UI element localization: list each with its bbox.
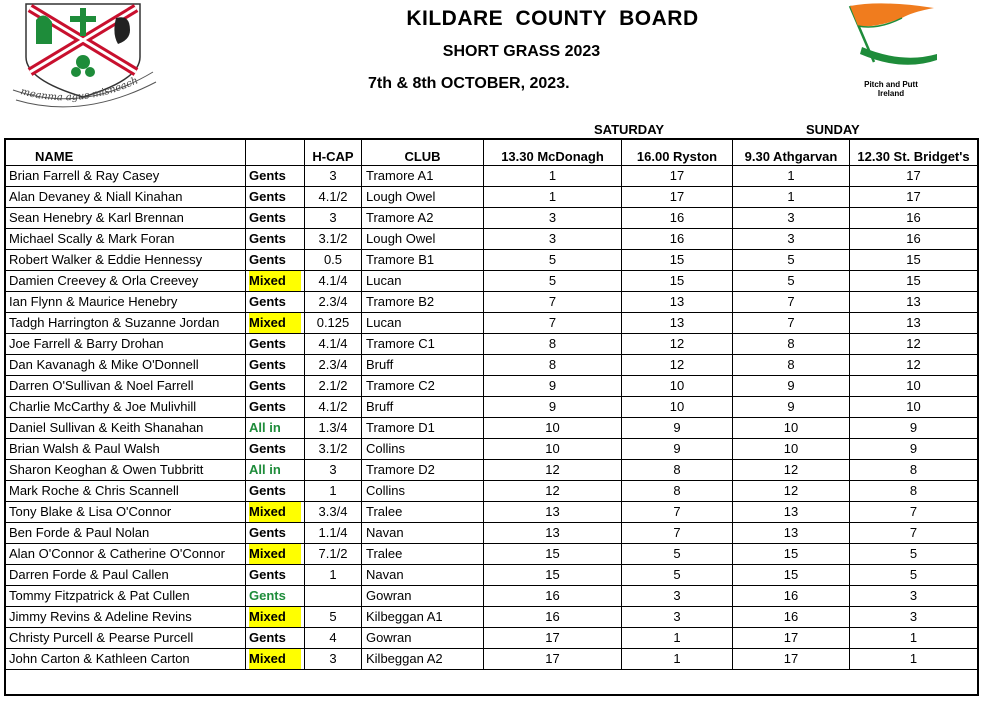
sun-1230-hole: 10 [850,376,978,397]
club-name: Tramore C2 [362,376,484,397]
sun-0930-hole: 3 [733,229,850,250]
table-row [5,628,978,649]
sat-1600-hole: 3 [622,586,733,607]
sat-1330-hole: 17 [484,628,622,649]
sun-1230-hole: 3 [850,607,978,628]
crest-motto: meanma agus misneach [19,75,140,104]
pair-name: Damien Creevey & Orla Creevey [5,271,246,292]
draw-table [4,140,978,670]
sat-1600-hole: 7 [622,523,733,544]
category-cell [246,250,305,271]
sat-1600-hole: 15 [622,250,733,271]
logo-text-line2: Ireland [877,89,905,98]
handicap-value: 3.3/4 [305,502,362,523]
club-name: Lough Owel [362,187,484,208]
sat-1600-hole: 1 [622,649,733,670]
pair-name: Alan Devaney & Niall Kinahan [5,187,246,208]
sun-1230-hole: 17 [850,187,978,208]
sun-0930-hole: 17 [733,628,850,649]
table-row [5,166,978,187]
col-header-sun-0930: 9.30 Athgarvan [733,140,850,166]
col-header-club: CLUB [362,140,484,166]
pair-name: Christy Purcell & Pearse Purcell [5,628,246,649]
sat-1600-hole: 16 [622,229,733,250]
club-name: Tramore A2 [362,208,484,229]
sun-0930-hole: 16 [733,607,850,628]
sun-0930-hole: 15 [733,544,850,565]
sat-1600-hole: 17 [622,187,733,208]
handicap-value: 3 [305,460,362,481]
sun-0930-hole: 1 [733,187,850,208]
category-badge: Gents [249,378,286,393]
category-badge: Mixed [249,502,301,522]
sat-1330-hole: 3 [484,208,622,229]
category-badge: Gents [249,630,286,645]
club-name: Tramore B1 [362,250,484,271]
category-badge: Mixed [249,313,301,333]
sat-1330-hole: 8 [484,334,622,355]
sat-1330-hole: 1 [484,166,622,187]
club-name: Tramore B2 [362,292,484,313]
handicap-value: 1.1/4 [305,523,362,544]
category-badge: Gents [249,567,286,582]
sat-1600-hole: 5 [622,544,733,565]
sun-0930-hole: 9 [733,397,850,418]
sun-0930-hole: 5 [733,250,850,271]
handicap-value: 2.1/2 [305,376,362,397]
sat-1330-hole: 16 [484,607,622,628]
table-row [5,502,978,523]
sat-1600-hole: 17 [622,166,733,187]
page-subtitle: SHORT GRASS 2023 [442,43,601,60]
sun-1230-hole: 13 [850,292,978,313]
sat-1330-hole: 1 [484,187,622,208]
sun-0930-hole: 8 [733,334,850,355]
table-row [5,607,978,628]
category-cell [246,334,305,355]
pair-name: Dan Kavanagh & Mike O'Donnell [5,355,246,376]
club-name: Lucan [362,271,484,292]
handicap-value: 3 [305,208,362,229]
table-row [5,376,978,397]
table-row [5,208,978,229]
col-header-sat-1600: 16.00 Ryston [622,140,733,166]
category-badge: Mixed [249,649,301,669]
category-cell [246,607,305,628]
col-header-hcap: H-CAP [305,140,362,166]
sat-1330-hole: 5 [484,250,622,271]
category-badge: Gents [249,441,286,456]
club-name: Collins [362,481,484,502]
sun-1230-hole: 1 [850,628,978,649]
table-row [5,250,978,271]
pair-name: Ian Flynn & Maurice Henebry [5,292,246,313]
sun-0930-hole: 13 [733,523,850,544]
pair-name: Brian Walsh & Paul Walsh [5,439,246,460]
sat-1600-hole: 12 [622,355,733,376]
category-badge: Gents [249,399,286,414]
table-row [5,523,978,544]
saturday-label: SATURDAY [594,122,665,137]
pair-name: Tommy Fitzpatrick & Pat Cullen [5,586,246,607]
category-badge: Gents [249,189,286,204]
sat-1330-hole: 7 [484,292,622,313]
sun-0930-hole: 10 [733,439,850,460]
handicap-value: 1 [305,565,362,586]
pair-name: Charlie McCarthy & Joe Mulivhill [5,397,246,418]
club-name: Navan [362,523,484,544]
sat-1600-hole: 8 [622,460,733,481]
sun-1230-hole: 5 [850,565,978,586]
col-header-name: NAME [5,140,246,166]
sat-1330-hole: 9 [484,376,622,397]
pair-name: Brian Farrell & Ray Casey [5,166,246,187]
pair-name: John Carton & Kathleen Carton [5,649,246,670]
category-cell [246,544,305,565]
handicap-value: 5 [305,607,362,628]
handicap-value: 2.3/4 [305,292,362,313]
sun-0930-hole: 8 [733,355,850,376]
category-badge: All in [249,420,281,435]
category-cell [246,523,305,544]
table-row [5,439,978,460]
category-cell [246,355,305,376]
sun-1230-hole: 1 [850,649,978,670]
col-header-sat-1330: 13.30 McDonagh [484,140,622,166]
sun-1230-hole: 7 [850,523,978,544]
handicap-value: 4.1/4 [305,334,362,355]
sat-1330-hole: 9 [484,397,622,418]
club-name: Tramore C1 [362,334,484,355]
club-name: Lough Owel [362,229,484,250]
table-header-row [5,140,978,166]
club-name: Tramore D2 [362,460,484,481]
handicap-value: 3.1/2 [305,439,362,460]
category-badge: Gents [249,210,286,225]
table-row [5,460,978,481]
sat-1600-hole: 15 [622,271,733,292]
category-cell [246,460,305,481]
table-row [5,586,978,607]
category-badge: Gents [249,357,286,372]
sun-0930-hole: 5 [733,271,850,292]
category-cell [246,418,305,439]
handicap-value: 7.1/2 [305,544,362,565]
table-row [5,187,978,208]
category-cell [246,502,305,523]
sun-0930-hole: 3 [733,208,850,229]
table-row [5,544,978,565]
sat-1600-hole: 16 [622,208,733,229]
sat-1330-hole: 5 [484,271,622,292]
sat-1600-hole: 3 [622,607,733,628]
category-badge: Gents [249,294,286,309]
sun-0930-hole: 12 [733,481,850,502]
sun-0930-hole: 7 [733,292,850,313]
handicap-value: 3 [305,166,362,187]
sat-1600-hole: 7 [622,502,733,523]
sun-1230-hole: 12 [850,355,978,376]
sat-1330-hole: 16 [484,586,622,607]
club-name: Tramore D1 [362,418,484,439]
club-name: Collins [362,439,484,460]
table-row [5,355,978,376]
pair-name: Darren O'Sullivan & Noel Farrell [5,376,246,397]
sun-1230-hole: 15 [850,271,978,292]
pair-name: Ben Forde & Paul Nolan [5,523,246,544]
club-name: Bruff [362,397,484,418]
table-row [5,565,978,586]
pair-name: Alan O'Connor & Catherine O'Connor [5,544,246,565]
table-row [5,649,978,670]
category-cell [246,439,305,460]
handicap-value: 4.1/2 [305,187,362,208]
sun-1230-hole: 12 [850,334,978,355]
sat-1330-hole: 15 [484,565,622,586]
page-title: KILDARE COUNTY BOARD [406,7,699,30]
sun-0930-hole: 12 [733,460,850,481]
pair-name: Tadgh Harrington & Suzanne Jordan [5,313,246,334]
category-badge: Gents [249,168,286,183]
sun-0930-hole: 15 [733,565,850,586]
category-cell [246,376,305,397]
sun-0930-hole: 16 [733,586,850,607]
category-cell [246,313,305,334]
pair-name: Darren Forde & Paul Callen [5,565,246,586]
sat-1600-hole: 10 [622,376,733,397]
sat-1600-hole: 9 [622,418,733,439]
sat-1330-hole: 13 [484,502,622,523]
sat-1330-hole: 17 [484,649,622,670]
category-badge: Gents [249,336,286,351]
sun-0930-hole: 10 [733,418,850,439]
sun-1230-hole: 9 [850,439,978,460]
pair-name: Jimmy Revins & Adeline Revins [5,607,246,628]
category-badge: Gents [249,231,286,246]
sat-1600-hole: 13 [622,292,733,313]
handicap-value [305,586,362,607]
category-cell [246,397,305,418]
pair-name: Michael Scally & Mark Foran [5,229,246,250]
handicap-value: 3 [305,649,362,670]
sun-1230-hole: 15 [850,250,978,271]
category-badge: All in [249,462,281,477]
sun-1230-hole: 16 [850,229,978,250]
club-name: Gowran [362,628,484,649]
category-badge: Gents [249,483,286,498]
handicap-value: 2.3/4 [305,355,362,376]
handicap-value: 4 [305,628,362,649]
handicap-value: 0.125 [305,313,362,334]
handicap-value: 1.3/4 [305,418,362,439]
table-row [5,229,978,250]
sat-1330-hole: 13 [484,523,622,544]
category-badge: Gents [249,525,286,540]
club-name: Kilbeggan A1 [362,607,484,628]
category-cell [246,586,305,607]
sun-1230-hole: 3 [850,586,978,607]
category-cell [246,208,305,229]
sun-1230-hole: 8 [850,481,978,502]
sun-0930-hole: 13 [733,502,850,523]
club-name: Navan [362,565,484,586]
pair-name: Sean Henebry & Karl Brennan [5,208,246,229]
category-badge: Gents [249,588,286,603]
sat-1600-hole: 8 [622,481,733,502]
club-name: Lucan [362,313,484,334]
table-row [5,313,978,334]
table-row [5,418,978,439]
table-row [5,271,978,292]
event-dates: 7th & 8th OCTOBER, 2023. [368,75,570,92]
category-cell [246,565,305,586]
pair-name: Sharon Keoghan & Owen Tubbritt [5,460,246,481]
category-badge: Mixed [249,607,301,627]
category-cell [246,628,305,649]
pair-name: Tony Blake & Lisa O'Connor [5,502,246,523]
sun-0930-hole: 7 [733,313,850,334]
sun-1230-hole: 13 [850,313,978,334]
club-name: Tralee [362,544,484,565]
sat-1600-hole: 1 [622,628,733,649]
category-cell [246,229,305,250]
col-header-sun-1230: 12.30 St. Bridget's [850,140,978,166]
handicap-value: 3.1/2 [305,229,362,250]
sun-0930-hole: 9 [733,376,850,397]
table-row [5,334,978,355]
sat-1330-hole: 3 [484,229,622,250]
sun-1230-hole: 10 [850,397,978,418]
pair-name: Robert Walker & Eddie Hennessy [5,250,246,271]
table-row [5,292,978,313]
sat-1330-hole: 8 [484,355,622,376]
category-cell [246,166,305,187]
sat-1330-hole: 10 [484,418,622,439]
sun-0930-hole: 1 [733,166,850,187]
sat-1330-hole: 12 [484,481,622,502]
handicap-value: 4.1/4 [305,271,362,292]
sat-1330-hole: 15 [484,544,622,565]
sun-1230-hole: 17 [850,166,978,187]
club-name: Kilbeggan A2 [362,649,484,670]
club-name: Tramore A1 [362,166,484,187]
sun-1230-hole: 8 [850,460,978,481]
sat-1600-hole: 5 [622,565,733,586]
category-cell [246,187,305,208]
category-cell [246,481,305,502]
logo-text-line1: Pitch and Putt [864,80,918,89]
handicap-value: 0.5 [305,250,362,271]
pair-name: Mark Roche & Chris Scannell [5,481,246,502]
club-name: Bruff [362,355,484,376]
sun-1230-hole: 7 [850,502,978,523]
table-row [5,481,978,502]
sun-1230-hole: 16 [850,208,978,229]
sat-1600-hole: 9 [622,439,733,460]
club-name: Gowran [362,586,484,607]
table-row [5,397,978,418]
category-cell [246,292,305,313]
sunday-label: SUNDAY [806,122,860,137]
handicap-value: 4.1/2 [305,397,362,418]
pair-name: Joe Farrell & Barry Drohan [5,334,246,355]
sat-1600-hole: 10 [622,397,733,418]
sat-1330-hole: 7 [484,313,622,334]
category-cell [246,271,305,292]
sun-1230-hole: 9 [850,418,978,439]
sat-1600-hole: 13 [622,313,733,334]
category-cell [246,649,305,670]
club-name: Tralee [362,502,484,523]
category-badge: Gents [249,252,286,267]
sun-1230-hole: 5 [850,544,978,565]
sat-1330-hole: 10 [484,439,622,460]
category-badge: Mixed [249,271,301,291]
pair-name: Daniel Sullivan & Keith Shanahan [5,418,246,439]
sat-1600-hole: 12 [622,334,733,355]
col-header-category [246,140,305,166]
handicap-value: 1 [305,481,362,502]
sat-1330-hole: 12 [484,460,622,481]
category-badge: Mixed [249,544,301,564]
sun-0930-hole: 17 [733,649,850,670]
